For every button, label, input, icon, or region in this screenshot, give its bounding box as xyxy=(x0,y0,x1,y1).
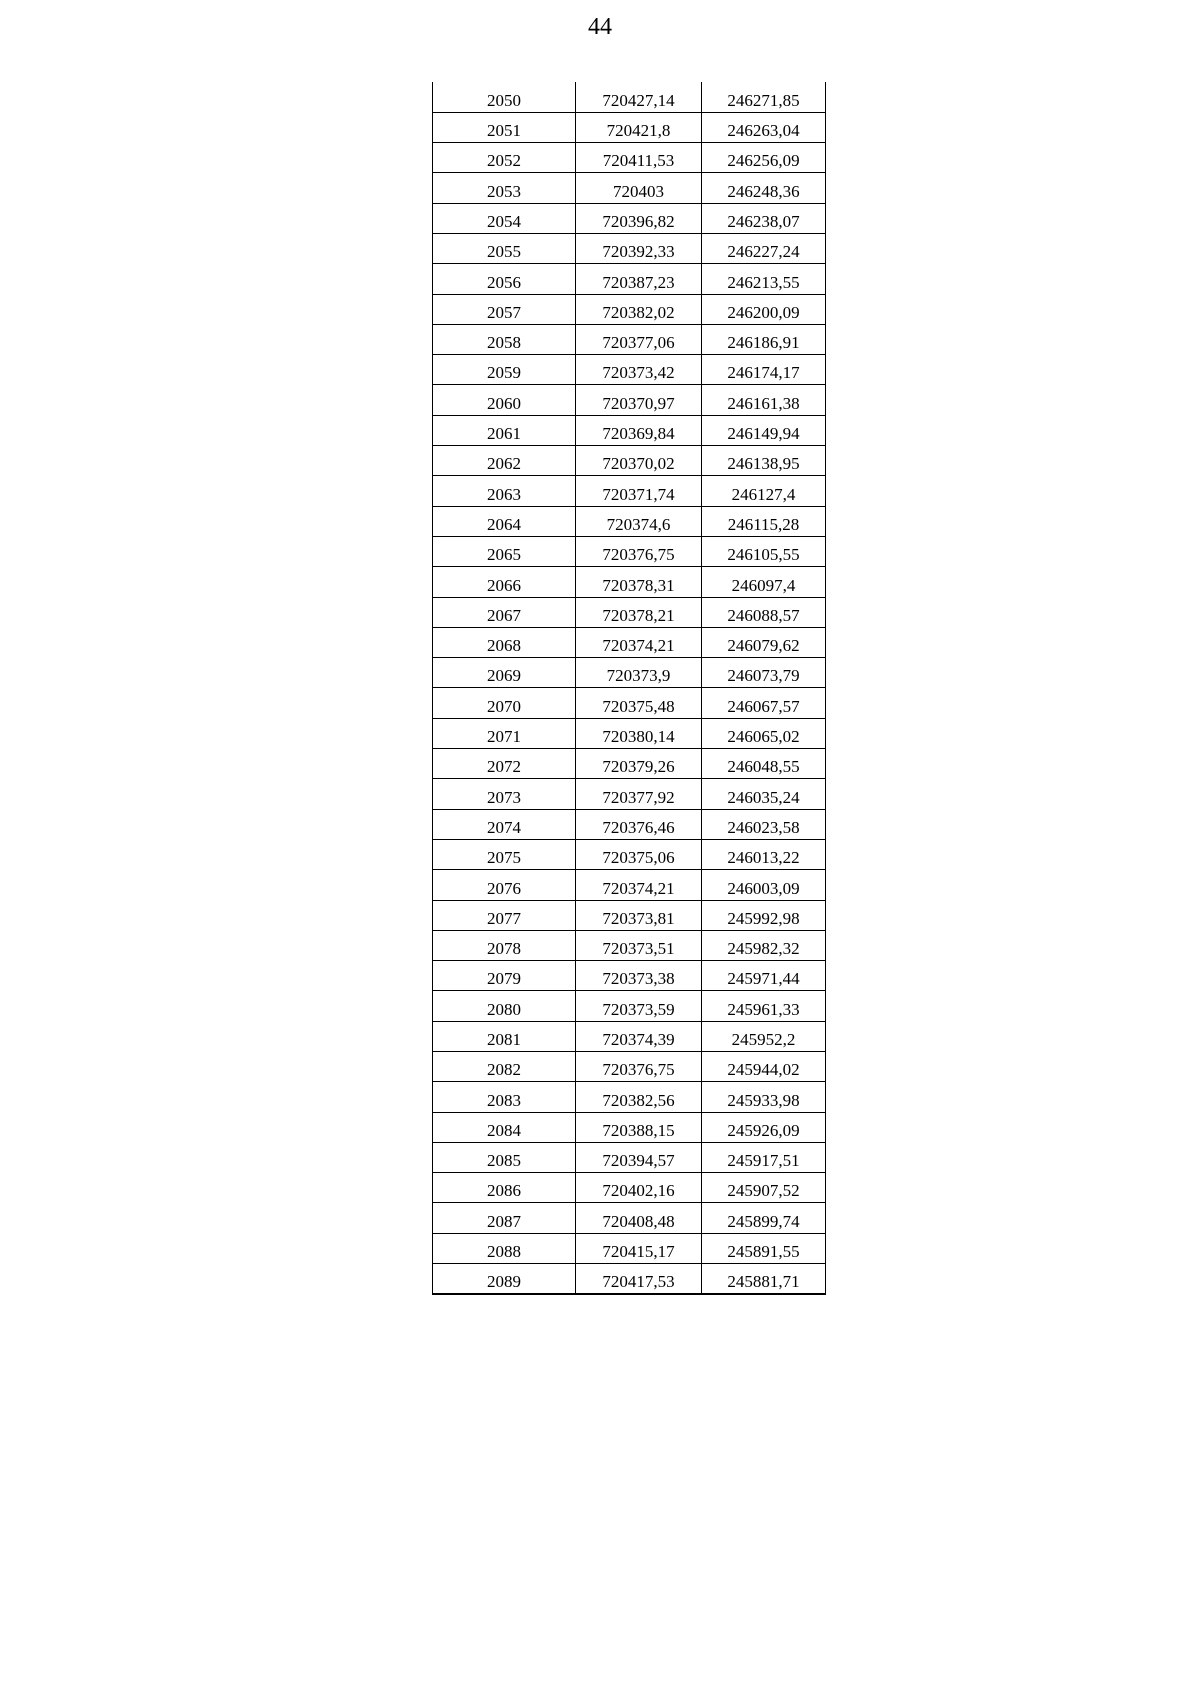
point-number-cell: 2076 xyxy=(433,870,576,900)
table-row xyxy=(433,779,826,809)
table-row xyxy=(433,1233,826,1263)
y-coordinate-cell: 246161,38 xyxy=(702,385,826,415)
table-row xyxy=(433,355,826,385)
x-coordinate-cell: 720373,59 xyxy=(576,991,702,1021)
x-coordinate-cell: 720374,39 xyxy=(576,1021,702,1051)
table-row xyxy=(433,203,826,233)
x-coordinate-cell: 720373,51 xyxy=(576,930,702,960)
y-coordinate-cell: 246138,95 xyxy=(702,446,826,476)
table-row xyxy=(433,143,826,173)
point-number-cell: 2085 xyxy=(433,1142,576,1172)
y-coordinate-cell: 246213,55 xyxy=(702,264,826,294)
y-coordinate-cell: 245881,71 xyxy=(702,1264,826,1294)
table-row xyxy=(433,415,826,445)
point-number-cell: 2059 xyxy=(433,355,576,385)
y-coordinate-cell: 246227,24 xyxy=(702,233,826,263)
y-coordinate-cell: 246186,91 xyxy=(702,324,826,354)
table-row xyxy=(433,385,826,415)
y-coordinate-cell: 246067,57 xyxy=(702,688,826,718)
y-coordinate-cell: 246263,04 xyxy=(702,112,826,142)
x-coordinate-cell: 720380,14 xyxy=(576,718,702,748)
table-row xyxy=(433,900,826,930)
point-number-cell: 2067 xyxy=(433,597,576,627)
table-row xyxy=(433,961,826,991)
point-number-cell: 2063 xyxy=(433,476,576,506)
point-number-cell: 2087 xyxy=(433,1203,576,1233)
x-coordinate-cell: 720415,17 xyxy=(576,1233,702,1263)
point-number-cell: 2066 xyxy=(433,567,576,597)
y-coordinate-cell: 246073,79 xyxy=(702,658,826,688)
x-coordinate-cell: 720376,75 xyxy=(576,536,702,566)
x-coordinate-cell: 720377,92 xyxy=(576,779,702,809)
table-row xyxy=(433,1112,826,1142)
point-number-cell: 2069 xyxy=(433,658,576,688)
table-row xyxy=(433,870,826,900)
y-coordinate-cell: 246013,22 xyxy=(702,839,826,869)
y-coordinate-cell: 246105,55 xyxy=(702,536,826,566)
point-number-cell: 2077 xyxy=(433,900,576,930)
x-coordinate-cell: 720417,53 xyxy=(576,1264,702,1294)
point-number-cell: 2089 xyxy=(433,1264,576,1294)
table-row xyxy=(433,294,826,324)
table-row xyxy=(433,809,826,839)
x-coordinate-cell: 720374,21 xyxy=(576,870,702,900)
table-row xyxy=(433,567,826,597)
table-row xyxy=(433,718,826,748)
point-number-cell: 2062 xyxy=(433,446,576,476)
y-coordinate-cell: 245952,2 xyxy=(702,1021,826,1051)
point-number-cell: 2073 xyxy=(433,779,576,809)
point-number-cell: 2060 xyxy=(433,385,576,415)
y-coordinate-cell: 246003,09 xyxy=(702,870,826,900)
x-coordinate-cell: 720373,42 xyxy=(576,355,702,385)
y-coordinate-cell: 246115,28 xyxy=(702,506,826,536)
table-row xyxy=(433,233,826,263)
point-number-cell: 2052 xyxy=(433,143,576,173)
point-number-cell: 2065 xyxy=(433,536,576,566)
table-row xyxy=(433,476,826,506)
table-row xyxy=(433,536,826,566)
point-number-cell: 2071 xyxy=(433,718,576,748)
y-coordinate-cell: 246238,07 xyxy=(702,203,826,233)
point-number-cell: 2084 xyxy=(433,1112,576,1142)
x-coordinate-cell: 720370,02 xyxy=(576,446,702,476)
point-number-cell: 2055 xyxy=(433,233,576,263)
x-coordinate-cell: 720373,38 xyxy=(576,961,702,991)
y-coordinate-cell: 246200,09 xyxy=(702,294,826,324)
point-number-cell: 2057 xyxy=(433,294,576,324)
table-row xyxy=(433,1173,826,1203)
table-row xyxy=(433,749,826,779)
x-coordinate-cell: 720403 xyxy=(576,173,702,203)
point-number-cell: 2075 xyxy=(433,839,576,869)
y-coordinate-cell: 246256,09 xyxy=(702,143,826,173)
y-coordinate-cell: 245971,44 xyxy=(702,961,826,991)
y-coordinate-cell: 246035,24 xyxy=(702,779,826,809)
y-coordinate-cell: 246065,02 xyxy=(702,718,826,748)
point-number-cell: 2061 xyxy=(433,415,576,445)
table-row xyxy=(433,1082,826,1112)
table-row xyxy=(433,1021,826,1051)
table-row xyxy=(433,82,826,112)
point-number-cell: 2050 xyxy=(433,82,576,112)
x-coordinate-cell: 720371,74 xyxy=(576,476,702,506)
y-coordinate-cell: 246048,55 xyxy=(702,749,826,779)
table-row xyxy=(433,173,826,203)
y-coordinate-cell: 246079,62 xyxy=(702,627,826,657)
x-coordinate-cell: 720376,75 xyxy=(576,1052,702,1082)
point-number-cell: 2051 xyxy=(433,112,576,142)
y-coordinate-cell: 246248,36 xyxy=(702,173,826,203)
table-row xyxy=(433,930,826,960)
point-number-cell: 2054 xyxy=(433,203,576,233)
y-coordinate-cell: 246088,57 xyxy=(702,597,826,627)
coordinates-table-body xyxy=(433,82,826,1294)
y-coordinate-cell: 245944,02 xyxy=(702,1052,826,1082)
x-coordinate-cell: 720379,26 xyxy=(576,749,702,779)
x-coordinate-cell: 720394,57 xyxy=(576,1142,702,1172)
y-coordinate-cell: 246174,17 xyxy=(702,355,826,385)
table-row xyxy=(433,446,826,476)
y-coordinate-cell: 246023,58 xyxy=(702,809,826,839)
y-coordinate-cell: 246149,94 xyxy=(702,415,826,445)
y-coordinate-cell: 246127,4 xyxy=(702,476,826,506)
y-coordinate-cell: 245982,32 xyxy=(702,930,826,960)
point-number-cell: 2058 xyxy=(433,324,576,354)
point-number-cell: 2081 xyxy=(433,1021,576,1051)
point-number-cell: 2079 xyxy=(433,961,576,991)
point-number-cell: 2053 xyxy=(433,173,576,203)
x-coordinate-cell: 720421,8 xyxy=(576,112,702,142)
y-coordinate-cell: 246097,4 xyxy=(702,567,826,597)
x-coordinate-cell: 720375,06 xyxy=(576,839,702,869)
y-coordinate-cell: 245961,33 xyxy=(702,991,826,1021)
table-row xyxy=(433,506,826,536)
x-coordinate-cell: 720370,97 xyxy=(576,385,702,415)
y-coordinate-cell: 245907,52 xyxy=(702,1173,826,1203)
page-number: 44 xyxy=(588,14,612,40)
x-coordinate-cell: 720408,48 xyxy=(576,1203,702,1233)
point-number-cell: 2082 xyxy=(433,1052,576,1082)
table-row xyxy=(433,991,826,1021)
point-number-cell: 2068 xyxy=(433,627,576,657)
point-number-cell: 2056 xyxy=(433,264,576,294)
table-row xyxy=(433,1142,826,1172)
x-coordinate-cell: 720376,46 xyxy=(576,809,702,839)
y-coordinate-cell: 245917,51 xyxy=(702,1142,826,1172)
y-coordinate-cell: 245926,09 xyxy=(702,1112,826,1142)
table-row xyxy=(433,627,826,657)
point-number-cell: 2080 xyxy=(433,991,576,1021)
table-row xyxy=(433,1264,826,1294)
y-coordinate-cell: 245933,98 xyxy=(702,1082,826,1112)
point-number-cell: 2086 xyxy=(433,1173,576,1203)
table-row xyxy=(433,597,826,627)
table-row xyxy=(433,1052,826,1082)
x-coordinate-cell: 720392,33 xyxy=(576,233,702,263)
x-coordinate-cell: 720374,21 xyxy=(576,627,702,657)
x-coordinate-cell: 720411,53 xyxy=(576,143,702,173)
x-coordinate-cell: 720369,84 xyxy=(576,415,702,445)
point-number-cell: 2078 xyxy=(433,930,576,960)
table-row xyxy=(433,658,826,688)
table-row xyxy=(433,264,826,294)
x-coordinate-cell: 720396,82 xyxy=(576,203,702,233)
point-number-cell: 2083 xyxy=(433,1082,576,1112)
point-number-cell: 2088 xyxy=(433,1233,576,1263)
x-coordinate-cell: 720387,23 xyxy=(576,264,702,294)
x-coordinate-cell: 720427,14 xyxy=(576,82,702,112)
table-row xyxy=(433,1203,826,1233)
x-coordinate-cell: 720378,21 xyxy=(576,597,702,627)
x-coordinate-cell: 720373,9 xyxy=(576,658,702,688)
point-number-cell: 2072 xyxy=(433,749,576,779)
x-coordinate-cell: 720402,16 xyxy=(576,1173,702,1203)
x-coordinate-cell: 720375,48 xyxy=(576,688,702,718)
table-row xyxy=(433,112,826,142)
table-row xyxy=(433,324,826,354)
table-row xyxy=(433,839,826,869)
y-coordinate-cell: 245992,98 xyxy=(702,900,826,930)
y-coordinate-cell: 245899,74 xyxy=(702,1203,826,1233)
table-row xyxy=(433,688,826,718)
x-coordinate-cell: 720382,56 xyxy=(576,1082,702,1112)
x-coordinate-cell: 720388,15 xyxy=(576,1112,702,1142)
coordinates-table xyxy=(432,82,826,1295)
y-coordinate-cell: 245891,55 xyxy=(702,1233,826,1263)
point-number-cell: 2064 xyxy=(433,506,576,536)
x-coordinate-cell: 720378,31 xyxy=(576,567,702,597)
x-coordinate-cell: 720382,02 xyxy=(576,294,702,324)
x-coordinate-cell: 720377,06 xyxy=(576,324,702,354)
point-number-cell: 2074 xyxy=(433,809,576,839)
y-coordinate-cell: 246271,85 xyxy=(702,82,826,112)
x-coordinate-cell: 720373,81 xyxy=(576,900,702,930)
x-coordinate-cell: 720374,6 xyxy=(576,506,702,536)
point-number-cell: 2070 xyxy=(433,688,576,718)
